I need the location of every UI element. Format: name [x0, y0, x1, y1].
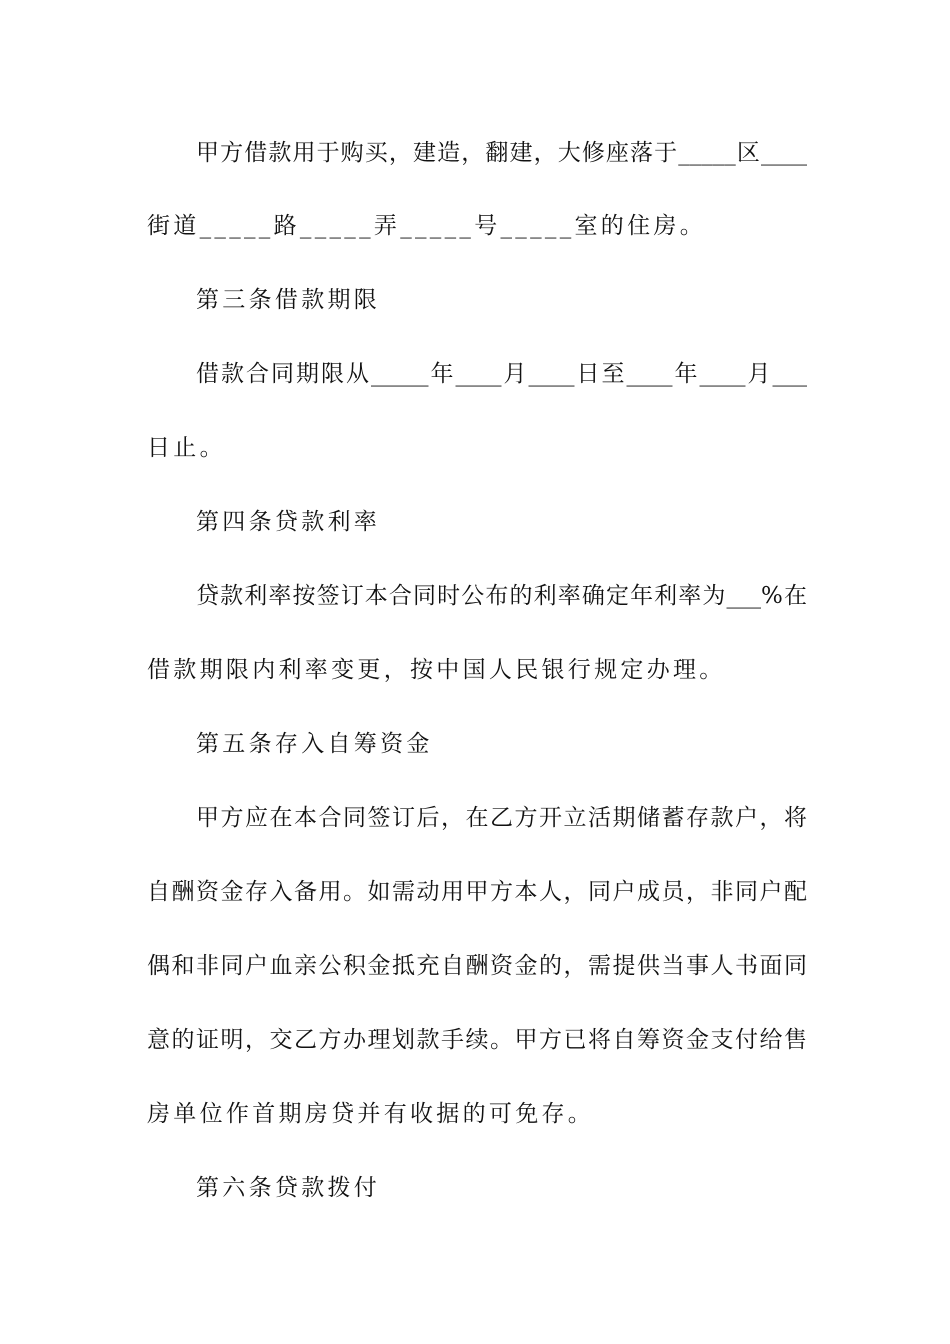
paragraph-interest-rate-line-2: 借款期限内利率变更，按中国人民银行规定办理。 — [147, 657, 726, 683]
article-6-heading: 第六条贷款拨付 — [196, 1175, 381, 1201]
article-3-heading: 第三条借款期限 — [196, 287, 381, 313]
article-4-heading: 第四条贷款利率 — [196, 509, 381, 535]
paragraph-self-funds-line-1: 甲方应在本合同签订后，在乙方开立活期储蓄存款户，将 — [196, 805, 807, 831]
paragraph-loan-term-line-1: 借款合同期限从_____年____月____日至____年____月___ — [196, 361, 807, 387]
article-5-heading: 第五条存入自筹资金 — [196, 731, 433, 757]
paragraph-self-funds-line-2: 自酬资金存入备用。如需动用甲方本人，同户成员，非同户配 — [147, 879, 807, 905]
paragraph-interest-rate-line-1: 贷款利率按签订本合同时公布的利率确定年利率为___%在 — [196, 583, 807, 609]
paragraph-loan-purpose-line-1: 甲方借款用于购买，建造，翻建，大修座落于_____区____ — [196, 140, 807, 166]
paragraph-self-funds-line-5: 房单位作首期房贷并有收据的可免存。 — [147, 1101, 595, 1127]
paragraph-loan-purpose-line-2: 街道_____路_____弄_____号_____室的住房。 — [147, 213, 706, 239]
paragraph-loan-term-line-2: 日止。 — [147, 435, 226, 461]
paragraph-self-funds-line-3: 偶和非同户血亲公积金抵充自酬资金的，需提供当事人书面同 — [147, 953, 807, 979]
paragraph-self-funds-line-4: 意的证明，交乙方办理划款手续。甲方已将自筹资金支付给售 — [147, 1027, 807, 1053]
